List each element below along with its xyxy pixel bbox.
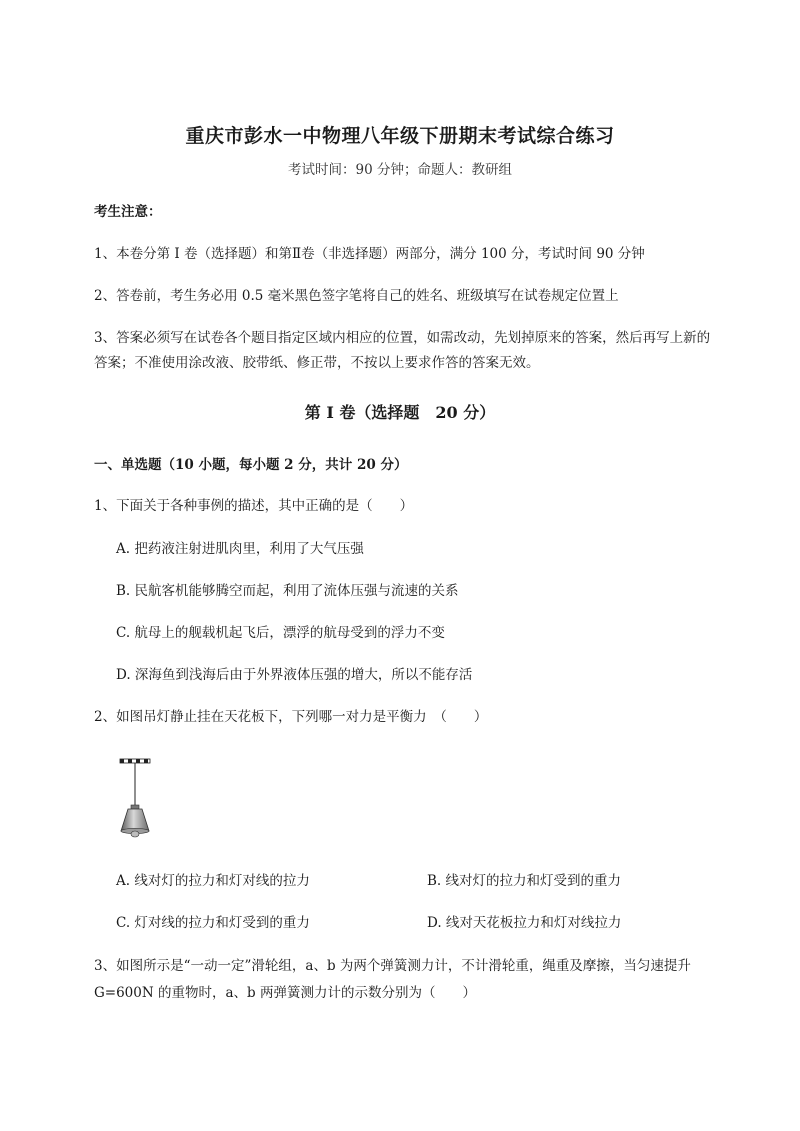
ceiling-hatch [120, 759, 150, 763]
question-2-option-b: B. 线对灯的拉力和灯受到的重力 [427, 873, 622, 889]
question-1-option-c: C. 航母上的舰载机起飞后，漂浮的航母受到的浮力不变 [116, 625, 445, 641]
question-2-option-a: A. 线对灯的拉力和灯对线的拉力 [116, 873, 310, 889]
question-3-stem: 3、如图所示是“一动一定”滑轮组，a、b 为两个弹簧测力计，不计滑轮重，绳重及摩擦，当匀速提升 G=600N 的重物时，a、b 两弹簧测力计的示数分别为（ ） [94, 958, 691, 1001]
hanging-lamp-figure [110, 757, 160, 841]
exam-subtitle: 考试时间：90 分钟；命题人：教研组 [288, 162, 512, 178]
exam-title: 重庆市彭水一中物理八年级下册期末考试综合练习 [185, 125, 615, 147]
question-1-stem: 1、下面关于各种事例的描述，其中正确的是（ ） [94, 498, 414, 514]
question-2-option-c: C. 灯对线的拉力和灯受到的重力 [116, 915, 310, 931]
notice-item-1: 1、本卷分第 I 卷（选择题）和第Ⅱ卷（非选择题）两部分，满分 100 分，考试时间 90 分钟 [94, 246, 645, 262]
notice-item-3: 3、答案必须写在试卷各个题目指定区域内相应的位置，如需改动，先划掉原来的答案，然后再写上新的答案；不准使用涂改液、胶带纸、修正带，不按以上要求作答的答案无效。 [94, 330, 711, 371]
question-1-option-d: D. 深海鱼到浅海后由于外界液体压强的增大，所以不能存活 [116, 667, 473, 683]
notice-heading: 考生注意： [94, 204, 162, 220]
lamp-bulb [131, 831, 139, 837]
question-2-option-d: D. 线对天花板拉力和灯对线拉力 [427, 915, 622, 931]
lamp-shade [121, 809, 149, 831]
question-1-option-a: A. 把药液注射进肌肉里，利用了大气压强 [116, 541, 364, 557]
notice-item-2: 2、答卷前，考生务必用 0.5 毫米黑色签字笔将自己的姓名、班级填写在试卷规定位置上 [94, 288, 619, 304]
question-1-option-b: B. 民航客机能够腾空而起，利用了流体压强与流速的关系 [116, 583, 459, 599]
section-title: 第 I 卷（选择题 20 分） [304, 403, 496, 422]
part-heading: 一、单选题（10 小题，每小题 2 分，共计 20 分） [94, 457, 408, 473]
question-2-stem: 2、如图吊灯静止挂在天花板下，下列哪一对力是平衡力 （ ） [94, 709, 488, 725]
